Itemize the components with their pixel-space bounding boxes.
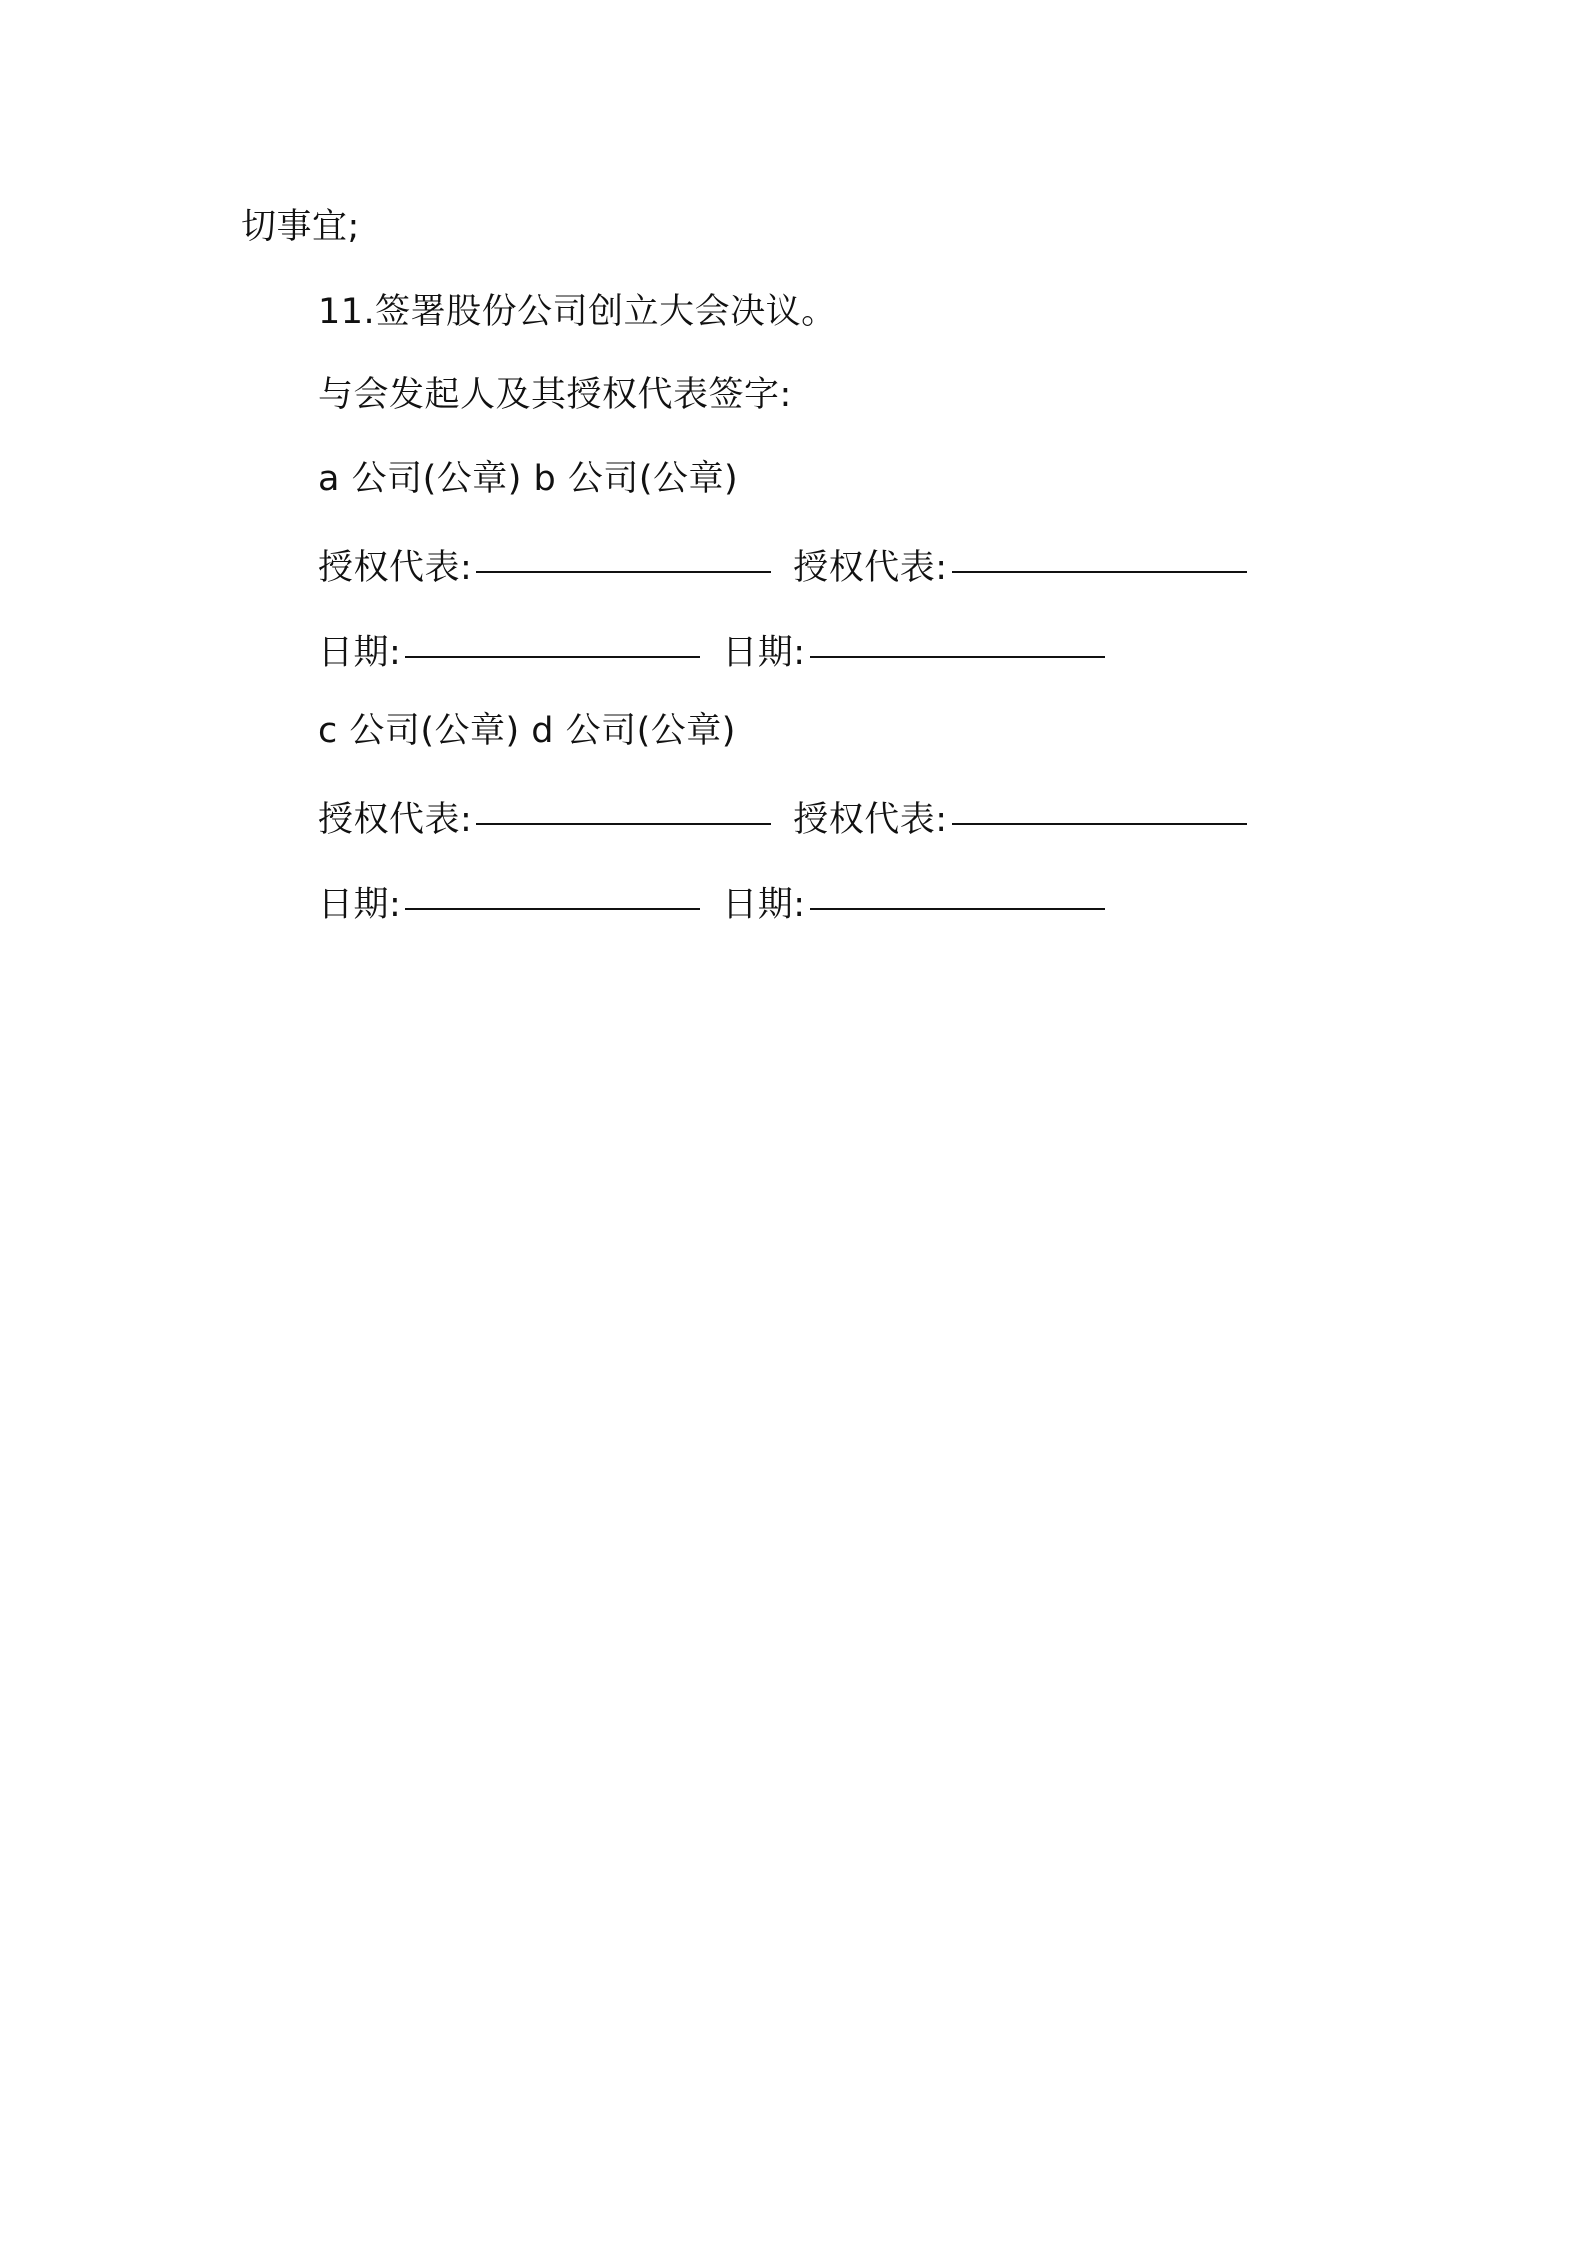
rep-label-c: 授权代表:: [318, 800, 473, 840]
date-d-blank[interactable]: [810, 906, 1105, 910]
rep-a-blank[interactable]: [476, 569, 771, 573]
companies-ab-line: [318, 457, 738, 501]
rep-label-b: 授权代表:: [793, 548, 948, 588]
signature-intro: [318, 373, 792, 417]
companies-cd-text: c 公司(公章) d 公司(公章): [318, 711, 736, 751]
rep-label-d: 授权代表:: [793, 800, 948, 840]
date-label-c: 日期:: [318, 885, 402, 925]
item-11: [318, 290, 837, 334]
rep-label-a: 授权代表:: [318, 548, 473, 588]
date-a-blank[interactable]: [405, 654, 700, 658]
rep-b-blank[interactable]: [952, 569, 1247, 573]
companies-cd-line: [318, 709, 736, 753]
date-label-b: 日期:: [722, 633, 806, 673]
rep-c-blank[interactable]: [476, 821, 771, 825]
date-cd-line: [318, 883, 1105, 927]
date-label-a: 日期:: [318, 633, 402, 673]
rep-cd-line: [318, 798, 1247, 842]
date-b-blank[interactable]: [810, 654, 1105, 658]
paragraph-continuation: [241, 205, 360, 249]
rep-ab-line: [318, 546, 1247, 590]
rep-d-blank[interactable]: [952, 821, 1247, 825]
signature-intro-text: 与会发起人及其授权代表签字:: [318, 375, 792, 415]
date-c-blank[interactable]: [405, 906, 700, 910]
item-11-text: 11.签署股份公司创立大会决议。: [318, 292, 837, 332]
companies-ab-text: a 公司(公章) b 公司(公章): [318, 459, 739, 499]
paragraph-continuation-text: 切事宜;: [241, 207, 360, 247]
date-label-d: 日期:: [722, 885, 806, 925]
date-ab-line: [318, 631, 1105, 675]
